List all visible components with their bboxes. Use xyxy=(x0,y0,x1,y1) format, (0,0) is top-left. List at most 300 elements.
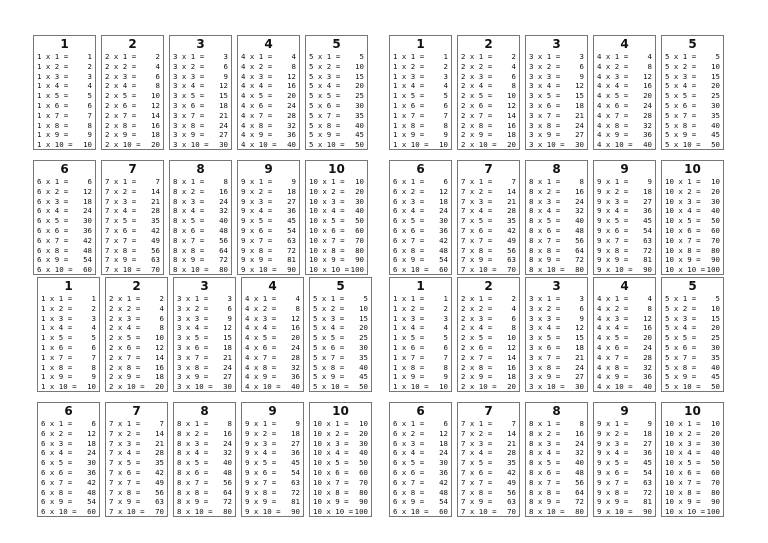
equation-text: 4 x 2 = xyxy=(597,303,629,313)
table-row xyxy=(393,236,448,246)
equation-text: 7 x 8 = xyxy=(105,245,137,255)
table-row xyxy=(313,429,368,439)
product-value: 15 xyxy=(711,313,720,323)
equation-text: 6 x 6 = xyxy=(393,225,425,235)
table-row xyxy=(105,121,160,131)
table-row xyxy=(393,216,448,226)
equation-text: 2 x 3 = xyxy=(461,313,493,323)
table-row xyxy=(393,343,448,353)
equation-text: 5 x 9 = xyxy=(309,130,341,140)
table-number: 1 xyxy=(416,37,425,51)
equation-text: 6 x 8 = xyxy=(393,245,425,255)
table-row xyxy=(665,343,720,353)
sheet-top-left xyxy=(33,35,368,275)
table-row xyxy=(177,304,232,314)
equation-text: 2 x 3 = xyxy=(109,313,141,323)
product-value: 12 xyxy=(643,313,652,323)
table-row xyxy=(173,91,228,101)
equation-text: 8 x 7 = xyxy=(529,235,561,245)
product-value: 8 xyxy=(647,61,652,71)
table-row xyxy=(177,382,232,392)
equation-text: 1 x 2 = xyxy=(41,303,73,313)
equation-text: 2 x 9 = xyxy=(109,372,141,382)
product-value: 81 xyxy=(287,255,296,265)
equation-text: 3 x 7 = xyxy=(173,110,205,120)
equation-text: 2 x 1 = xyxy=(461,294,493,303)
equation-text: 4 x 7 = xyxy=(597,110,629,120)
product-value: 20 xyxy=(359,323,368,333)
product-value: 14 xyxy=(151,110,160,120)
product-value: 80 xyxy=(359,487,368,497)
equation-text: 9 x 10 = xyxy=(597,265,633,275)
equation-text: 6 x 2 = xyxy=(393,428,425,438)
table-row xyxy=(461,226,516,236)
table-row xyxy=(393,246,448,256)
table-row xyxy=(393,507,448,517)
table-row xyxy=(597,439,652,449)
table-row xyxy=(173,72,228,82)
equation-text: 1 x 3 = xyxy=(393,71,425,81)
table-row xyxy=(529,197,584,207)
table-number: 3 xyxy=(196,37,205,51)
equation-text: 6 x 3 = xyxy=(41,438,73,448)
table-row xyxy=(177,419,232,429)
equation-text: 8 x 2 = xyxy=(529,186,561,196)
table-row xyxy=(105,255,160,265)
table-rows xyxy=(309,177,364,275)
product-value: 64 xyxy=(575,487,584,497)
product-value: 9 xyxy=(91,372,96,382)
table-row xyxy=(245,458,300,468)
equation-text: 5 x 3 = xyxy=(309,71,341,81)
equation-text: 6 x 5 = xyxy=(393,458,425,468)
table-row xyxy=(313,372,368,382)
product-value: 21 xyxy=(507,196,516,206)
product-value: 12 xyxy=(155,342,164,352)
table-row xyxy=(313,497,368,507)
product-value: 27 xyxy=(643,196,652,206)
equation-text: 5 x 8 = xyxy=(665,120,697,130)
equation-text: 4 x 3 = xyxy=(245,313,277,323)
equation-text: 8 x 1 = xyxy=(529,419,561,428)
product-value: 5 xyxy=(87,91,92,101)
product-value: 1 xyxy=(87,52,92,61)
product-value: 18 xyxy=(155,372,164,382)
product-value: 4 xyxy=(291,52,296,61)
table-row xyxy=(313,468,368,478)
table-row xyxy=(109,353,164,363)
table-row xyxy=(393,458,448,468)
product-value: 40 xyxy=(287,140,296,150)
product-value: 10 xyxy=(355,177,364,186)
equation-text: 8 x 9 = xyxy=(177,497,209,507)
equation-text: 2 x 2 = xyxy=(109,303,141,313)
times-table-card xyxy=(101,160,164,275)
table-row xyxy=(109,488,164,498)
table-row xyxy=(529,468,584,478)
equation-text: 1 x 8 = xyxy=(41,362,73,372)
table-row xyxy=(309,121,364,131)
table-number: 4 xyxy=(268,279,277,293)
equation-text: 1 x 7 = xyxy=(41,352,73,362)
table-row xyxy=(105,72,160,82)
product-value: 24 xyxy=(219,120,228,130)
table-row xyxy=(37,91,92,101)
equation-text: 5 x 10 = xyxy=(665,140,701,150)
table-row xyxy=(313,458,368,468)
equation-text: 10 x 7 = xyxy=(309,235,345,245)
table-row xyxy=(461,197,516,207)
equation-text: 3 x 10 = xyxy=(529,382,565,392)
table-row xyxy=(309,226,364,236)
product-value: 24 xyxy=(291,342,300,352)
equation-text: 2 x 8 = xyxy=(109,362,141,372)
equation-text: 6 x 5 = xyxy=(37,216,69,226)
equation-text: 7 x 10 = xyxy=(461,507,497,517)
product-value: 10 xyxy=(711,303,720,313)
table-row xyxy=(241,111,296,121)
product-value: 64 xyxy=(223,487,232,497)
product-value: 28 xyxy=(291,352,300,362)
equation-text: 7 x 6 = xyxy=(109,467,141,477)
product-value: 90 xyxy=(711,255,720,265)
product-value: 8 xyxy=(223,177,228,186)
product-value: 28 xyxy=(507,206,516,216)
equation-text: 6 x 8 = xyxy=(37,245,69,255)
table-row xyxy=(529,439,584,449)
product-value: 35 xyxy=(711,352,720,362)
equation-text: 9 x 8 = xyxy=(597,245,629,255)
product-value: 60 xyxy=(711,467,720,477)
equation-text: 3 x 1 = xyxy=(173,52,205,61)
product-value: 32 xyxy=(219,206,228,216)
table-row xyxy=(529,488,584,498)
equation-text: 6 x 8 = xyxy=(393,487,425,497)
table-row xyxy=(41,439,96,449)
product-value: 70 xyxy=(711,235,720,245)
table-row xyxy=(41,497,96,507)
table-row xyxy=(393,187,448,197)
product-value: 56 xyxy=(507,245,516,255)
product-value: 30 xyxy=(439,458,448,468)
equation-text: 5 x 1 = xyxy=(309,52,341,61)
table-row xyxy=(461,177,516,187)
table-row xyxy=(41,304,96,314)
table-row xyxy=(665,507,720,517)
equation-text: 8 x 9 = xyxy=(173,255,205,265)
product-value: 28 xyxy=(507,448,516,458)
table-row xyxy=(313,363,368,373)
product-value: 10 xyxy=(151,91,160,101)
table-row xyxy=(309,130,364,140)
equation-text: 8 x 8 = xyxy=(529,245,561,255)
equation-text: 2 x 5 = xyxy=(109,333,141,343)
table-row xyxy=(597,458,652,468)
equation-text: 9 x 6 = xyxy=(245,467,277,477)
product-value: 21 xyxy=(575,110,584,120)
table-row xyxy=(173,101,228,111)
equation-text: 2 x 2 = xyxy=(105,61,137,71)
product-value: 10 xyxy=(711,419,720,428)
table-row xyxy=(313,294,368,304)
equation-text: 10 x 10 = xyxy=(665,265,706,275)
table-row xyxy=(177,439,232,449)
product-value: 48 xyxy=(219,225,228,235)
table-row xyxy=(529,478,584,488)
equation-text: 10 x 8 = xyxy=(665,487,701,497)
table-row xyxy=(241,187,296,197)
product-value: 18 xyxy=(643,186,652,196)
table-row xyxy=(177,314,232,324)
product-value: 18 xyxy=(575,100,584,110)
table-row xyxy=(37,62,92,72)
product-value: 20 xyxy=(643,333,652,343)
product-value: 3 xyxy=(227,294,232,303)
table-row xyxy=(393,439,448,449)
table-row xyxy=(597,372,652,382)
table-row xyxy=(245,439,300,449)
table-row xyxy=(37,197,92,207)
product-value: 20 xyxy=(151,140,160,150)
equation-text: 3 x 2 = xyxy=(177,303,209,313)
equation-text: 4 x 1 = xyxy=(597,294,629,303)
table-rows xyxy=(597,177,652,275)
product-value: 21 xyxy=(151,196,160,206)
product-value: 42 xyxy=(507,225,516,235)
product-value: 15 xyxy=(223,333,232,343)
equation-text: 8 x 6 = xyxy=(529,225,561,235)
equation-text: 7 x 1 = xyxy=(461,419,493,428)
product-value: 40 xyxy=(711,448,720,458)
table-row xyxy=(461,72,516,82)
table-row xyxy=(109,507,164,517)
table-number: 8 xyxy=(200,404,209,418)
equation-text: 2 x 9 = xyxy=(105,130,137,140)
table-row xyxy=(461,140,516,150)
equation-text: 9 x 9 = xyxy=(597,255,629,265)
equation-text: 9 x 3 = xyxy=(245,438,277,448)
table-row xyxy=(105,187,160,197)
table-row xyxy=(529,140,584,150)
table-number: 1 xyxy=(64,279,73,293)
table-row xyxy=(241,121,296,131)
product-value: 15 xyxy=(711,71,720,81)
equation-text: 2 x 8 = xyxy=(461,362,493,372)
product-value: 6 xyxy=(87,100,92,110)
equation-text: 9 x 5 = xyxy=(241,216,273,226)
table-number: 7 xyxy=(484,162,493,176)
table-row xyxy=(461,130,516,140)
equation-text: 1 x 5 = xyxy=(393,91,425,101)
table-row xyxy=(173,121,228,131)
table-number: 9 xyxy=(264,162,273,176)
table-row xyxy=(529,246,584,256)
table-rows xyxy=(461,294,516,392)
table-row xyxy=(461,255,516,265)
equation-text: 5 x 7 = xyxy=(313,352,345,362)
equation-text: 3 x 8 = xyxy=(177,362,209,372)
table-row xyxy=(309,236,364,246)
product-value: 70 xyxy=(507,265,516,275)
equation-text: 6 x 7 = xyxy=(41,477,73,487)
product-value: 4 xyxy=(87,81,92,91)
product-value: 5 xyxy=(363,294,368,303)
equation-text: 7 x 2 = xyxy=(461,186,493,196)
product-value: 16 xyxy=(219,186,228,196)
equation-text: 8 x 5 = xyxy=(177,458,209,468)
equation-text: 8 x 7 = xyxy=(177,477,209,487)
product-value: 2 xyxy=(511,294,516,303)
table-number: 1 xyxy=(416,279,425,293)
product-value: 20 xyxy=(711,428,720,438)
equation-text: 4 x 9 = xyxy=(241,130,273,140)
table-rows xyxy=(37,52,92,150)
times-table-card xyxy=(309,402,372,517)
table-row xyxy=(37,130,92,140)
product-value: 56 xyxy=(155,487,164,497)
equation-text: 1 x 7 = xyxy=(393,110,425,120)
table-row xyxy=(177,458,232,468)
table-row xyxy=(529,81,584,91)
table-row xyxy=(245,314,300,324)
equation-text: 5 x 1 = xyxy=(665,294,697,303)
equation-text: 3 x 4 = xyxy=(173,81,205,91)
product-value: 40 xyxy=(359,448,368,458)
product-value: 81 xyxy=(291,497,300,507)
table-row xyxy=(461,333,516,343)
product-value: 16 xyxy=(575,186,584,196)
table-row xyxy=(665,458,720,468)
equation-text: 9 x 5 = xyxy=(245,458,277,468)
table-row xyxy=(665,372,720,382)
equation-text: 7 x 3 = xyxy=(461,196,493,206)
table-row xyxy=(665,429,720,439)
table-row xyxy=(245,353,300,363)
table-row xyxy=(461,353,516,363)
table-rows xyxy=(173,52,228,150)
table-row xyxy=(173,197,228,207)
product-value: 10 xyxy=(439,140,448,150)
table-row xyxy=(177,372,232,382)
table-row xyxy=(665,81,720,91)
table-row xyxy=(597,101,652,111)
product-value: 56 xyxy=(575,235,584,245)
table-row xyxy=(529,91,584,101)
table-row xyxy=(529,62,584,72)
equation-text: 3 x 1 = xyxy=(529,294,561,303)
equation-text: 4 x 8 = xyxy=(597,120,629,130)
product-value: 14 xyxy=(507,352,516,362)
equation-text: 8 x 10 = xyxy=(529,507,565,517)
table-row xyxy=(393,294,448,304)
equation-text: 9 x 9 = xyxy=(245,497,277,507)
table-row xyxy=(309,177,364,187)
table-rows xyxy=(177,294,232,392)
equation-text: 2 x 5 = xyxy=(105,91,137,101)
equation-text: 8 x 4 = xyxy=(529,448,561,458)
product-value: 14 xyxy=(155,428,164,438)
table-row xyxy=(105,81,160,91)
table-row xyxy=(597,419,652,429)
table-row xyxy=(245,363,300,373)
equation-text: 2 x 5 = xyxy=(461,333,493,343)
equation-text: 6 x 3 = xyxy=(393,438,425,448)
product-value: 70 xyxy=(155,507,164,517)
product-value: 81 xyxy=(643,497,652,507)
product-value: 10 xyxy=(439,382,448,392)
product-value: 15 xyxy=(355,71,364,81)
product-value: 49 xyxy=(507,235,516,245)
equation-text: 9 x 10 = xyxy=(245,507,281,517)
equation-text: 5 x 1 = xyxy=(665,52,697,61)
product-value: 35 xyxy=(507,216,516,226)
table-number: 10 xyxy=(328,162,345,176)
equation-text: 10 x 1 = xyxy=(665,419,701,428)
equation-text: 6 x 9 = xyxy=(393,497,425,507)
table-row xyxy=(245,343,300,353)
equation-text: 3 x 5 = xyxy=(173,91,205,101)
table-row xyxy=(41,507,96,517)
equation-text: 1 x 9 = xyxy=(393,130,425,140)
table-row xyxy=(245,382,300,392)
product-value: 63 xyxy=(155,497,164,507)
equation-text: 10 x 1 = xyxy=(313,419,349,428)
times-table-card xyxy=(593,160,656,275)
product-value: 10 xyxy=(711,61,720,71)
table-row xyxy=(665,101,720,111)
product-value: 35 xyxy=(155,458,164,468)
product-value: 24 xyxy=(643,100,652,110)
table-number: 3 xyxy=(552,279,561,293)
product-value: 5 xyxy=(443,333,448,343)
table-row xyxy=(529,177,584,187)
product-value: 50 xyxy=(711,458,720,468)
table-row xyxy=(37,246,92,256)
product-value: 9 xyxy=(579,313,584,323)
product-value: 30 xyxy=(359,438,368,448)
equation-text: 2 x 4 = xyxy=(109,323,141,333)
equation-text: 1 x 10 = xyxy=(41,382,77,392)
product-value: 8 xyxy=(443,362,448,372)
product-value: 70 xyxy=(359,477,368,487)
table-row xyxy=(173,206,228,216)
product-value: 18 xyxy=(151,130,160,140)
product-value: 25 xyxy=(359,333,368,343)
equation-text: 5 x 7 = xyxy=(309,110,341,120)
product-value: 32 xyxy=(575,448,584,458)
product-value: 30 xyxy=(575,382,584,392)
times-table-card xyxy=(173,402,236,517)
equation-text: 1 x 4 = xyxy=(41,323,73,333)
equation-text: 4 x 9 = xyxy=(597,130,629,140)
equation-text: 6 x 1 = xyxy=(37,177,69,186)
table-rows xyxy=(529,419,584,517)
equation-text: 5 x 10 = xyxy=(309,140,345,150)
sheet-bottom-right xyxy=(389,277,724,517)
product-value: 12 xyxy=(83,186,92,196)
equation-text: 10 x 4 = xyxy=(665,448,701,458)
product-value: 32 xyxy=(223,448,232,458)
table-row xyxy=(597,140,652,150)
equation-text: 1 x 6 = xyxy=(41,342,73,352)
product-value: 18 xyxy=(439,438,448,448)
product-value: 20 xyxy=(507,382,516,392)
equation-text: 1 x 10 = xyxy=(393,140,429,150)
equation-text: 10 x 6 = xyxy=(665,467,701,477)
equation-text: 1 x 2 = xyxy=(393,61,425,71)
table-row xyxy=(461,206,516,216)
times-table-card xyxy=(457,160,520,275)
